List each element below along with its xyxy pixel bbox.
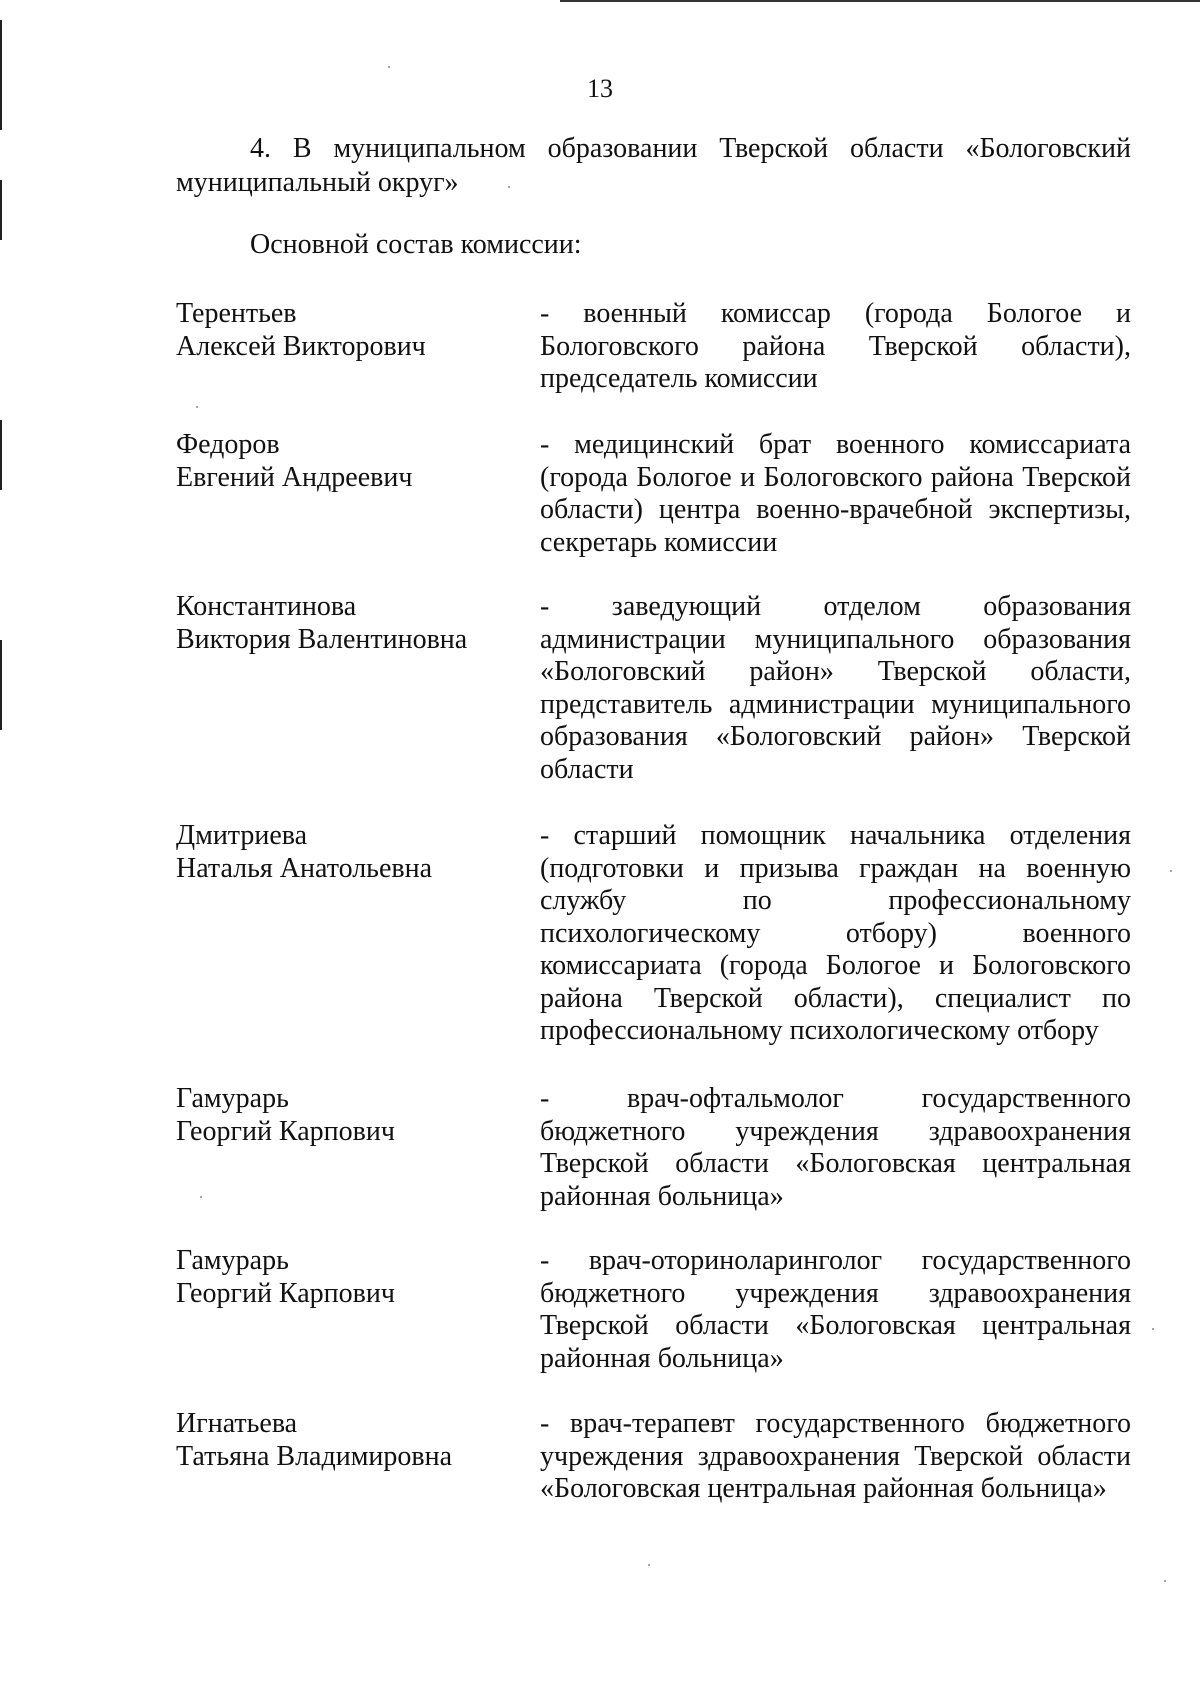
member-name — [176, 1408, 496, 1473]
member-surname: Игнатьева — [176, 1408, 298, 1439]
scan-edge-line — [560, 0, 1200, 2]
member-role: - заведующий отделом образования администрации муниципального образования «Бологовский район» Тверской области, представитель администрации муниципального образования «Бологовский район» Тверской области — [540, 591, 1131, 785]
member-surname: Терентьев — [176, 298, 297, 329]
member-role: - врач-терапевт государственного бюджетного учреждения здравоохранения Тверской области «Бологовская центральная районная больница» — [540, 1408, 1131, 1504]
member-given-names: Георгий Карпович — [176, 1115, 395, 1147]
member-given-names: Георгий Карпович — [176, 1277, 395, 1309]
scan-speck — [196, 406, 198, 408]
scan-edge-mark — [0, 420, 2, 490]
member-role: - медицинский брат военного комиссариата (города Бологое и Бологовского района Тверской области) центра военно-врачебной экспертизы, секретарь комиссии — [540, 429, 1131, 558]
scan-speck — [1164, 1580, 1166, 1582]
member-given-names: Виктория Валентиновна — [176, 623, 468, 655]
member-name — [176, 1245, 496, 1310]
member-surname: Гамурарь — [176, 1083, 289, 1114]
member-role: - военный комиссар (города Бологое и Бологовского района Тверской области), председатель комиссии — [540, 298, 1131, 394]
member-name — [176, 429, 496, 494]
scan-speck — [1152, 1328, 1154, 1330]
member-role: - врач-офтальмолог государственного бюджетного учреждения здравоохранения Тверской области «Бологовская центральная районная больница» — [540, 1083, 1131, 1212]
member-surname: Гамурарь — [176, 1245, 289, 1276]
page-number: 13 — [587, 74, 613, 103]
member-surname: Константинова — [176, 591, 357, 622]
scan-speck — [648, 1564, 650, 1566]
scan-edge-mark — [0, 180, 2, 240]
member-given-names: Татьяна Владимировна — [176, 1440, 453, 1472]
member-name — [176, 591, 496, 656]
member-surname: Дмитриева — [176, 820, 308, 851]
member-role: - старший помощник начальника отделения (подготовки и призыва граждан на военную службу по профессиональному психологическому отбору) военного комиссариата (города Бологое и Бологовского района Тверской области), специалист по профессиональному психологическому отбору — [540, 820, 1131, 1046]
member-name — [176, 298, 496, 363]
commission-composition-heading: Основной состав комиссии: — [250, 229, 582, 260]
scan-edge-mark — [0, 640, 2, 730]
scan-speck — [200, 1196, 202, 1198]
section-heading: 4. В муниципальном образовании Тверской области «Бологовский муниципальный округ» — [176, 133, 1131, 198]
scan-speck — [1170, 870, 1172, 872]
member-name — [176, 1083, 496, 1148]
member-given-names: Евгений Андреевич — [176, 461, 413, 493]
member-name — [176, 820, 496, 885]
member-given-names: Наталья Анатольевна — [176, 852, 433, 884]
member-role: - врач-оториноларинголог государственного бюджетного учреждения здравоохранения Тверской области «Бологовская центральная районная больница» — [540, 1245, 1131, 1374]
member-surname: Федоров — [176, 429, 280, 460]
member-given-names: Алексей Викторович — [176, 330, 426, 362]
scan-speck — [388, 66, 390, 68]
